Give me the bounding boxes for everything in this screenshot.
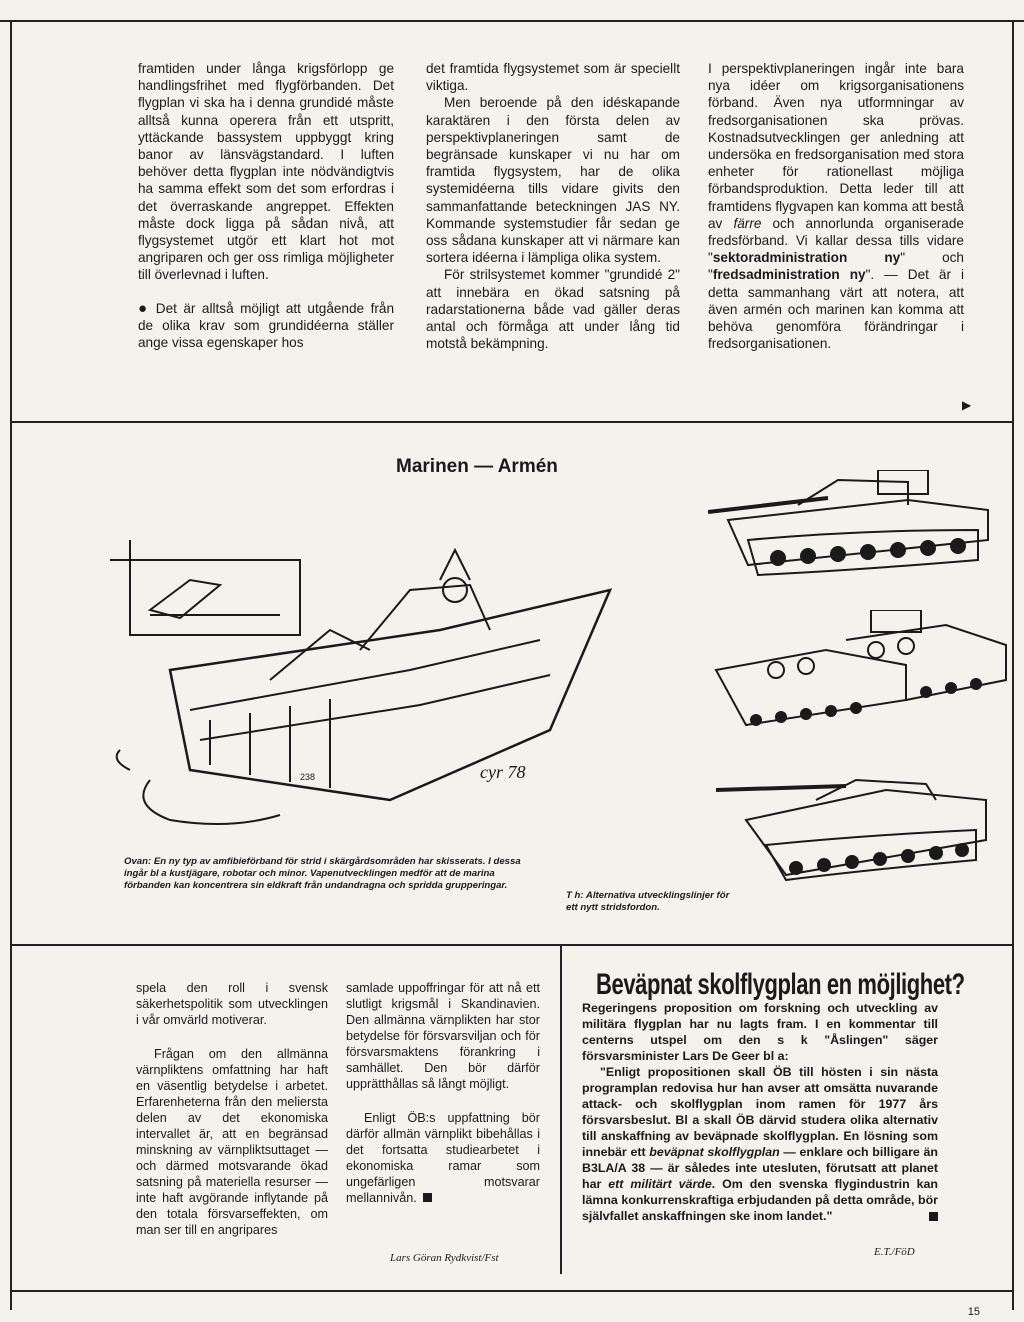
sidebar-title: Beväpnat skolflygplan en möjlighet? [596,967,965,1001]
top-column-1 [138,60,394,351]
top-col3-bold-2: fredsadministration ny [712,267,866,283]
caption-right: T h: Alternativa utvecklingslinjer för ett nytt stridsfordon. [566,890,730,913]
top-col3-bold-1: sektoradministration ny [712,250,901,266]
sidebar-quote-b: — enklare och billigare än B3LA/A 38 — är således inte utesluten, förutsatt att planet har [582,1145,938,1191]
bow-wave [143,780,280,824]
tank-illustration-1 [708,470,1008,580]
end-square-icon [423,1193,432,1202]
inset-launcher [150,580,220,618]
top-col3-para [708,60,964,352]
artist-signature: cyr 78 [480,762,526,782]
caption-left: Ovan: En ny typ av amfibieförband för strid i skärgårdsområden har skisserats. I dessa ingår bl a kustjägare, robotar och minor. Vapenutvecklingen medför att de marina förbanden kan koncentrera sin eldkraft från undandragna och spridda grupperingar. [124,856,521,891]
left-rule [10,20,12,1310]
top-col1-para-1: framtiden under långa krigsförlopp ge handlingsfrihet med flygförbanden. Det flygplan vi ska ha i denna grundidé måste alltså kunna operera från ett utspritt, yttäckande bassystem uppbyggt kring banor av länsvägstandard. I luften behöver detta flygplan inte nödvändigtvis ha samma effekt som det som erfordras i det överraskande angreppet. Effekten måste dock ligga på sådan nivå, att flygsystemet utgör ett klart hot mot angriparen och ger oss rimliga möjligheter till överlevnad i luften. [138,61,394,283]
mid-rule-bottom [10,944,1014,946]
top-col3-text-d: ". — Det är i detta sammanhang värt att notera, att även armén och marinen kan komma att behöva genomföra förändringar i fredsorganisationen. [708,267,964,352]
bottom-col2-para-2-text: Enligt ÖB:s uppfattning bör därför allmän värnplikt bibehållas i det fortsatta studiearbetet i ekonomiska ramar som ungefärligen motsvarar mellannivån. [346,1111,540,1205]
top-rule [0,20,1024,22]
bottom-column-1 [136,980,328,1238]
boat-illustration [110,530,630,850]
continue-arrow-icon: ▶ [962,398,972,412]
top-col3-farre: färre [733,215,762,231]
mid-rule-top [10,421,1014,423]
tank-illustration-2 [706,610,1012,740]
top-col3-text-c: " och " [708,250,964,283]
hull-number: 238 [300,772,316,782]
sidebar-left-rule [560,944,562,1274]
top-col2-para-1: det framtida flygsystemet som är speciellt viktiga. [426,61,680,94]
bottom-column-2 [346,980,540,1206]
top-col3-text-a: I perspektivplaneringen ingår inte bara nya idéer om krigsorganisationens förband. Även nya utformningar av fredsorganisationen ska prövas. Kostnadsutvecklingen ger anledning att undersöka en fredsorganisation med stora enheter för rationellast möjliga förbandsproduktion. Detta leder till att framtidens flygvapen kan komma att bestå av [708,61,964,231]
page-number: 15 [967,1306,980,1318]
top-col2-para-2: Men beroende på den idéskapande karaktären i den första delen av perspektivplaneringen samt de begränsade kunskaper vi nu har om framtida flygsystem, har de olika systemidéerna tills vidare givits den sammanfattande beteckningen JAS NY. Kommande systemstudier får sedan ge oss sådana kunskaper att vi närmare kan sortera idéerna i lämpliga olika system. [426,95,680,266]
hull-outline [170,590,610,800]
superstructure [360,585,490,650]
bottom-col1-para-1: spela den roll i svensk säkerhetspolitik som utvecklingen i vår omvärld motiverar. [136,981,328,1027]
sidebar-quote-c: . Om den svenska flygindustrin kan lämna konkurrenskraftiga erbjudanden på detta område, bör självfallet anskaffningen ske inom landet." [582,1177,939,1223]
sidebar-quote-italic-1: beväpnat skolflygplan [649,1145,780,1159]
sidebar-lead: Regeringens proposition om forskning och utveckling av militära flygplan har nu lagts fram. I en kommentar till centerns utspel om den s k "Åslingen" säger försvarsminister Lars De Geer bl a: [582,1001,938,1063]
sidebar-end-square-icon [929,1212,938,1221]
top-col1-para-2-text: Det är alltså möjligt att utgående från de olika krav som grundidéerna ställer ange vissa egenskaper hos [138,300,395,351]
sidebar-body [582,1000,938,1224]
inset-frame [130,560,300,635]
bottom-rule [10,1290,1014,1292]
top-col1-para-2 [138,300,394,352]
top-col2-para-3: För strilsystemet kommer "grundidé 2" att innebära en ökad satsning på radarstationerna både vad gäller deras antal och förmåga att under lång tid motstå bekämpning. [426,267,680,352]
tank-illustration-3 [706,760,1006,890]
bottom-col2-para-1: samlade uppoffringar för att nå ett slutligt krigsmål i Skandinavien. Den allmänna värnplikten har stor betydelse för försvarsviljan och för försvarsmaktens förankring i samhället. Den bör därför upprätthållas så långt möjligt. [346,981,540,1091]
sidebar-quote [582,1064,938,1224]
right-rule [1012,20,1014,1310]
sidebar-quote-italic-2: ett militärt värde [608,1177,712,1191]
top-column-3 [708,60,964,352]
bottom-col2-signature: Lars Göran Rydkvist/Fst [390,1252,499,1264]
sidebar-signature: E.T./FöD [874,1246,915,1258]
mast [440,550,470,580]
top-column-2 [426,60,680,352]
bottom-col2-para-2 [346,1110,540,1206]
illustration-title: Marinen — Armén [396,456,558,477]
sidebar-quote-a: "Enligt propositionen skall ÖB till hösten i sin nästa programplan redovisa hur han avser att omsätta nuvarande attack- och skolflygplan inom ramen för 1977 års försvarsbeslut. Bl a skall ÖB därvid studera olika alternativ till anskaffning av beväpnade skolflygplan. En lösning som innebär ett [582,1065,938,1159]
bottom-col1-para-2: Frågan om den allmänna värnpliktens omfattning har haft en väsentlig betydelse i arbetet. Erfarenheterna från den meliersta delen av det ekonomiska intervallet är, att en begränsad minskning av värnpliktsuttaget — och därmed motsvarande ökad satsning på materiella resurser — inte haft avgörande inflytande på den totala försvarseffekten, om man ser till en angripares [136,1047,328,1237]
top-col3-text-b: och annorlunda organiserade fredsförband. Vi kallar dessa tills vidare " [708,215,964,266]
